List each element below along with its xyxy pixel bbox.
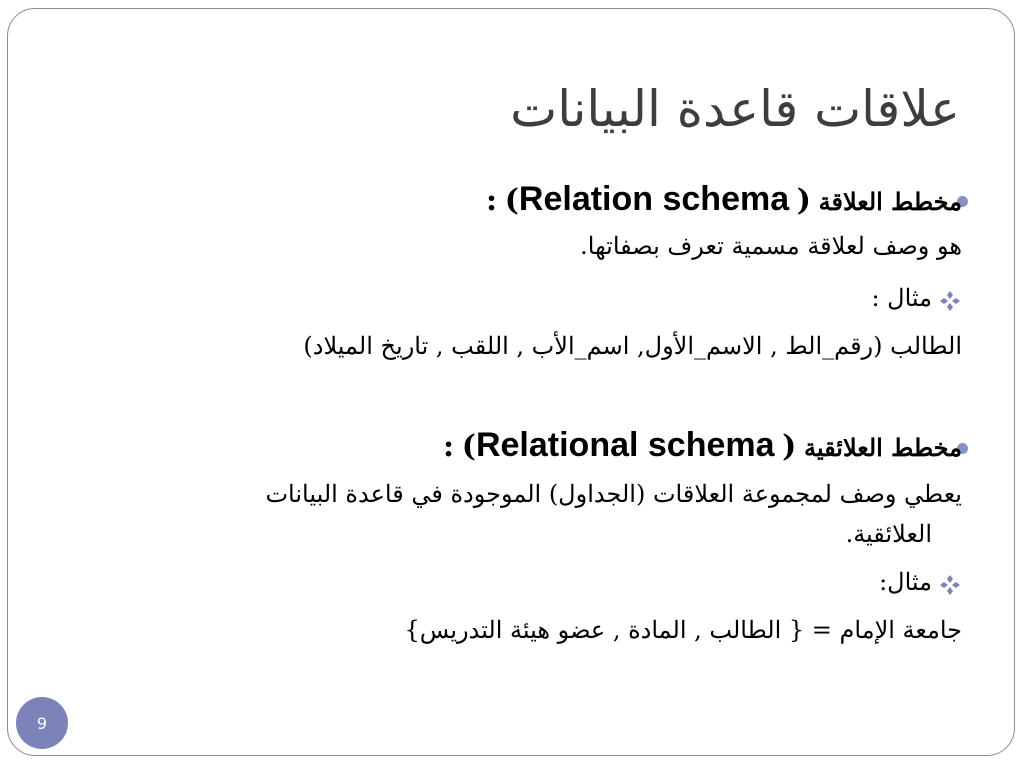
section1-definition: هو وصف لعلاقة مسمية تعرف بصفاتها. xyxy=(580,232,962,260)
section2-definition-line1: يعطي وصف لمجموعة العلاقات (الجداول) الموجودة في قاعدة البيانات xyxy=(265,480,962,508)
section1-heading xyxy=(486,180,962,219)
section2-example-label: مثال: xyxy=(879,568,932,596)
section2-heading-ar: مخطط العلائقية xyxy=(804,433,962,462)
section1-example-label: مثال : xyxy=(871,284,932,312)
section1-open-paren: ( xyxy=(796,183,811,218)
section2-example-text: جامعة الإمام = { الطالب , المادة , عضو هيئة التدريس} xyxy=(404,616,962,644)
diamond-bullet-icon xyxy=(939,290,961,312)
page-number: 9 xyxy=(36,713,48,733)
section2-heading xyxy=(443,426,962,465)
section1-heading-en: Relation schema xyxy=(518,180,790,218)
slide-title: علاقات قاعدة البيانات xyxy=(510,80,960,138)
section2-colon: : xyxy=(443,429,455,464)
section1-colon: : xyxy=(485,183,498,218)
section2-open-paren: ( xyxy=(782,429,797,464)
section1-close-paren: ) xyxy=(504,183,519,218)
diamond-bullet-icon xyxy=(939,574,961,596)
section2-definition-line2: العلائقية. xyxy=(845,520,932,548)
section2-close-paren: ) xyxy=(461,429,476,464)
page-number-badge xyxy=(16,697,68,749)
section2-heading-en: Relational schema xyxy=(475,426,775,464)
section1-example-text: الطالب (رقم_الط , الاسم_الأول, اسم_الأب , اللقب , تاريخ الميلاد) xyxy=(303,332,962,360)
section1-heading-ar: مخطط العلاقة xyxy=(818,187,962,216)
